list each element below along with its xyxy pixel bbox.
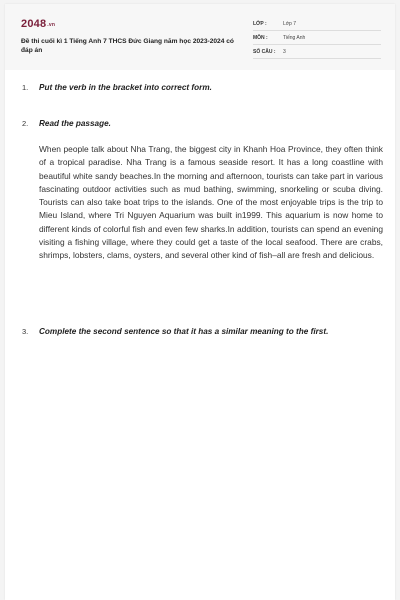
meta-count-label: SỐ CÂU : bbox=[253, 49, 276, 55]
question-3-number: 3. bbox=[22, 327, 29, 336]
document-title: Đề thi cuối kì 1 Tiếng Anh 7 THCS Đức Giang năm học 2023-2024 có đáp án bbox=[21, 38, 234, 54]
logo-suffix: .vn bbox=[47, 22, 56, 28]
question-1-number: 1. bbox=[22, 83, 29, 92]
document-page bbox=[5, 4, 395, 600]
logo-text: 2048 bbox=[21, 18, 47, 30]
question-1-title: Put the verb in the bracket into correct form. bbox=[39, 83, 212, 92]
meta-count-value: 3 bbox=[283, 49, 286, 55]
reading-passage: When people talk about Nha Trang, the biggest city in Khanh Hoa Province, they often think of a tropical paradise. Nha Trang is a famous seaside resort. It has a long coastline with beautiful white sandy beaches.In the morning and afternoon, tourists can take part in various fascinating outdoor activities such as mud bathing, swimming, snorkeling or scuba diving. Tourists can also take boat trips to the islands. One of the most enjoyable trips is the trip to Mieu Island, where Tri Nguyen Aquarium was built in1999. This aquarium is now home to different kinds of colorful fish and even few sharks.In addition, tourists can spend an evening visiting a fishing village, where they could get a taste of the local seafood. There are crabs, shrimps, lobsters, clams, oysters, and several other kind of fish–all are fresh and delicious. bbox=[39, 144, 383, 260]
meta-subject-label: MÔN : bbox=[253, 35, 268, 41]
meta-subject-value: Tiếng Anh bbox=[283, 35, 306, 41]
question-3-title: Complete the second sentence so that it has a similar meaning to the first. bbox=[39, 327, 329, 336]
document-header bbox=[5, 4, 395, 70]
meta-class-label: LỚP : bbox=[253, 21, 267, 27]
meta-class-value: Lớp 7 bbox=[283, 21, 297, 27]
question-2-number: 2. bbox=[22, 119, 29, 128]
question-2-title: Read the passage. bbox=[39, 119, 111, 128]
meta-subject bbox=[253, 32, 381, 45]
meta-class bbox=[253, 18, 381, 31]
meta-question-count bbox=[253, 46, 381, 59]
site-logo[interactable] bbox=[21, 18, 55, 30]
